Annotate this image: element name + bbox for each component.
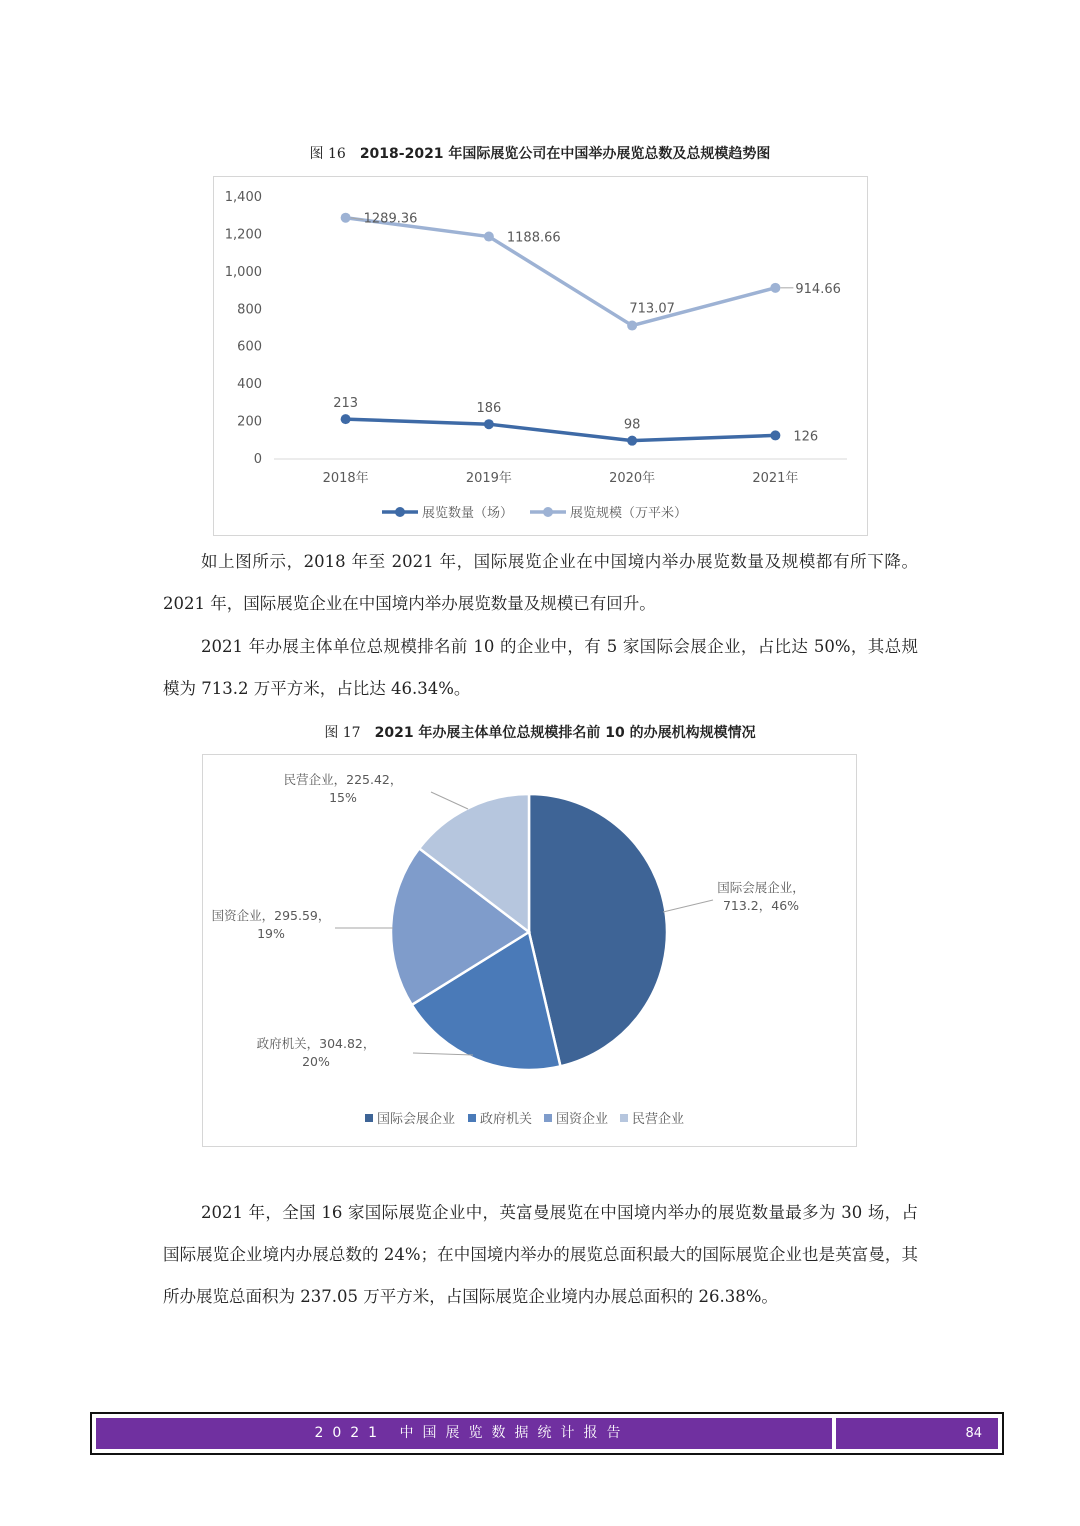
pie-chart-frame bbox=[202, 754, 857, 1147]
legend-swatch bbox=[365, 1114, 373, 1122]
data-point bbox=[341, 414, 351, 424]
paragraph-1: 如上图所示，2018 年至 2021 年，国际展览企业在中国境内举办展览数量及规模都有所下降。2021 年，国际展览企业在中国境内举办展览数量及规模已有回升。 bbox=[163, 552, 918, 613]
data-point bbox=[770, 283, 780, 293]
data-label: 126 bbox=[793, 429, 819, 445]
legend-label: 国际会展企业 bbox=[377, 1112, 456, 1127]
leader-line bbox=[431, 792, 468, 809]
figure17-title: 2021 年办展主体单位总规模排名前 10 的办展机构规模情况 bbox=[374, 725, 756, 741]
data-label: 1188.66 bbox=[506, 230, 561, 246]
figure16-caption bbox=[0, 143, 1080, 163]
y-tick-label: 400 bbox=[237, 377, 262, 393]
leader-line bbox=[663, 900, 713, 912]
footer-page-number: 84 bbox=[836, 1418, 998, 1449]
pie-label-line2: 20% bbox=[302, 1054, 330, 1069]
legend-marker bbox=[543, 507, 553, 517]
pie-label bbox=[212, 908, 331, 941]
y-tick-label: 200 bbox=[237, 414, 262, 430]
legend-label: 政府机关 bbox=[480, 1112, 533, 1127]
paragraph-3: 2021 年，全国 16 家国际展览企业中，英富曼展览在中国境内举办的展览数量最多为 30 场，占国际展览企业境内办展总数的 24%；在中国境内举办的展览总面积最大的国际展览企业也是英富曼，其所办展览总面积为 237.05 万平方米，占国际展览企业境内办展总面积的 26.38%。 bbox=[163, 1203, 918, 1306]
legend-marker bbox=[395, 507, 405, 517]
legend-label: 国资企业 bbox=[556, 1112, 609, 1127]
data-label: 1289.36 bbox=[363, 211, 418, 227]
figure17-caption bbox=[0, 722, 1080, 742]
pie-label bbox=[717, 880, 805, 913]
data-point bbox=[484, 419, 494, 429]
y-tick-label: 1,000 bbox=[224, 264, 262, 280]
data-label: 914.66 bbox=[795, 281, 841, 297]
legend-label: 展览规模（万平米） bbox=[570, 506, 688, 521]
figure17-number: 图 17 bbox=[324, 725, 361, 741]
y-tick-label: 1,400 bbox=[224, 190, 262, 205]
pie-label-line2: 19% bbox=[257, 926, 285, 941]
legend-swatch bbox=[468, 1114, 476, 1122]
data-label: 98 bbox=[623, 417, 641, 433]
figure16-title: 2018-2021 年国际展览公司在中国举办展览总数及总规模趋势图 bbox=[359, 146, 771, 162]
y-tick-label: 1,200 bbox=[224, 227, 262, 243]
y-tick-label: 600 bbox=[237, 339, 262, 355]
pie-label-line1: 国资企业，295.59， bbox=[211, 908, 331, 923]
pie-label bbox=[284, 772, 403, 805]
x-tick-label: 2021年 bbox=[752, 471, 799, 486]
figure16-number: 图 16 bbox=[309, 146, 346, 162]
y-tick-label: 0 bbox=[253, 452, 262, 467]
data-label: 713.07 bbox=[629, 301, 675, 317]
page-footer bbox=[90, 1412, 1004, 1455]
data-point bbox=[627, 321, 637, 331]
x-tick-label: 2019年 bbox=[465, 471, 512, 486]
pie-chart bbox=[203, 755, 856, 1146]
data-point bbox=[341, 213, 351, 223]
data-point bbox=[770, 430, 780, 440]
data-label: 186 bbox=[476, 401, 502, 417]
pie-label-line1: 民营企业，225.42， bbox=[283, 772, 403, 787]
data-point bbox=[627, 436, 637, 446]
paragraph-2: 2021 年办展主体单位总规模排名前 10 的企业中，有 5 家国际会展企业，占比达 50%，其总规模为 713.2 万平方米，占比达 46.34%。 bbox=[163, 637, 918, 698]
pie-label-line1: 国际会展企业， bbox=[717, 880, 805, 895]
legend-label: 民营企业 bbox=[632, 1112, 685, 1127]
legend-label: 展览数量（场） bbox=[422, 506, 514, 521]
pie-label-line2: 15% bbox=[329, 790, 357, 805]
data-point bbox=[484, 232, 494, 242]
line-chart bbox=[214, 177, 867, 535]
x-tick-label: 2020年 bbox=[609, 471, 656, 486]
y-tick-label: 800 bbox=[237, 302, 262, 318]
legend-swatch bbox=[544, 1114, 552, 1122]
series-line-1 bbox=[346, 419, 776, 441]
pie-label bbox=[257, 1036, 376, 1069]
pie-label-line1: 政府机关，304.82， bbox=[256, 1036, 376, 1051]
data-label: 213 bbox=[333, 396, 359, 412]
x-tick-label: 2018年 bbox=[322, 471, 369, 486]
legend-swatch bbox=[620, 1114, 628, 1122]
footer-report-title: 2021 中国展览数据统计报告 bbox=[96, 1418, 832, 1449]
pie-label-line2: 713.2，46% bbox=[722, 898, 800, 913]
line-chart-frame bbox=[213, 176, 868, 536]
